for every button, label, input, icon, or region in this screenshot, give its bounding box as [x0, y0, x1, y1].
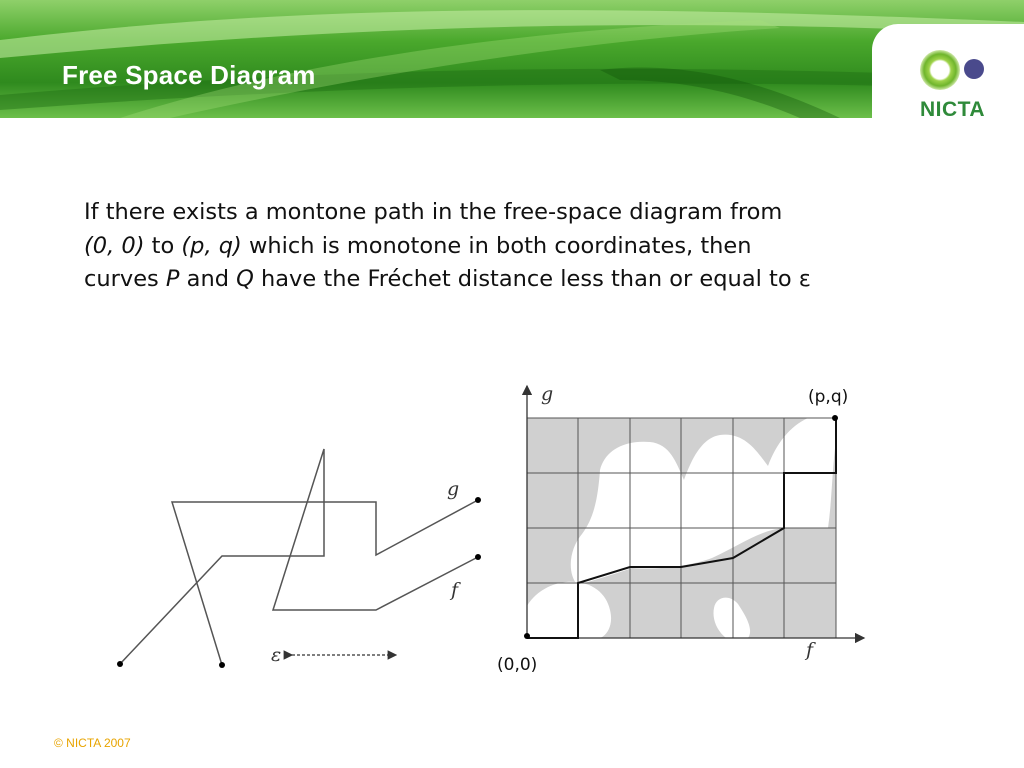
- curve-f-end-dot: [475, 554, 481, 560]
- curve-q-text: Q: [236, 266, 254, 292]
- curve-g-end-dot: [475, 497, 481, 503]
- curves-figure: [120, 449, 478, 665]
- end-label: (p,q): [808, 387, 849, 407]
- logo-text: NICTA: [920, 98, 986, 121]
- curve-g-start-dot: [219, 662, 225, 668]
- curve-f-label: f: [451, 579, 459, 601]
- curve-f-start-dot: [117, 661, 123, 667]
- origin-dot: [524, 633, 530, 639]
- curves-text: curves: [84, 266, 166, 292]
- free-space-diagram: [497, 383, 864, 675]
- axis-f-label: f: [806, 639, 814, 661]
- curve-g-label: g: [447, 478, 460, 500]
- epsilon-label: ε: [271, 644, 282, 666]
- body-line-1-text: If there exists a montone path in the free-space diagram from: [84, 199, 783, 225]
- footer-copyright: © NICTA 2007: [54, 736, 131, 750]
- curve-f: [120, 449, 478, 664]
- to-text: to: [144, 232, 182, 259]
- curve-p-text: P: [165, 266, 180, 292]
- end-dot: [832, 415, 838, 421]
- body-line-2-rest: which is monotone in both coordinates, then: [241, 232, 752, 259]
- body-line-3-rest: have the Fréchet distance less than or equal to ε: [253, 266, 811, 292]
- start-point-text: (0, 0): [84, 232, 145, 259]
- slide-title: Free Space Diagram: [62, 60, 316, 90]
- and-text: and: [179, 266, 237, 292]
- end-point-text: (p, q): [181, 232, 242, 259]
- axis-g-label: g: [541, 383, 554, 405]
- origin-label: (0,0): [497, 655, 538, 675]
- curve-g: [172, 500, 478, 665]
